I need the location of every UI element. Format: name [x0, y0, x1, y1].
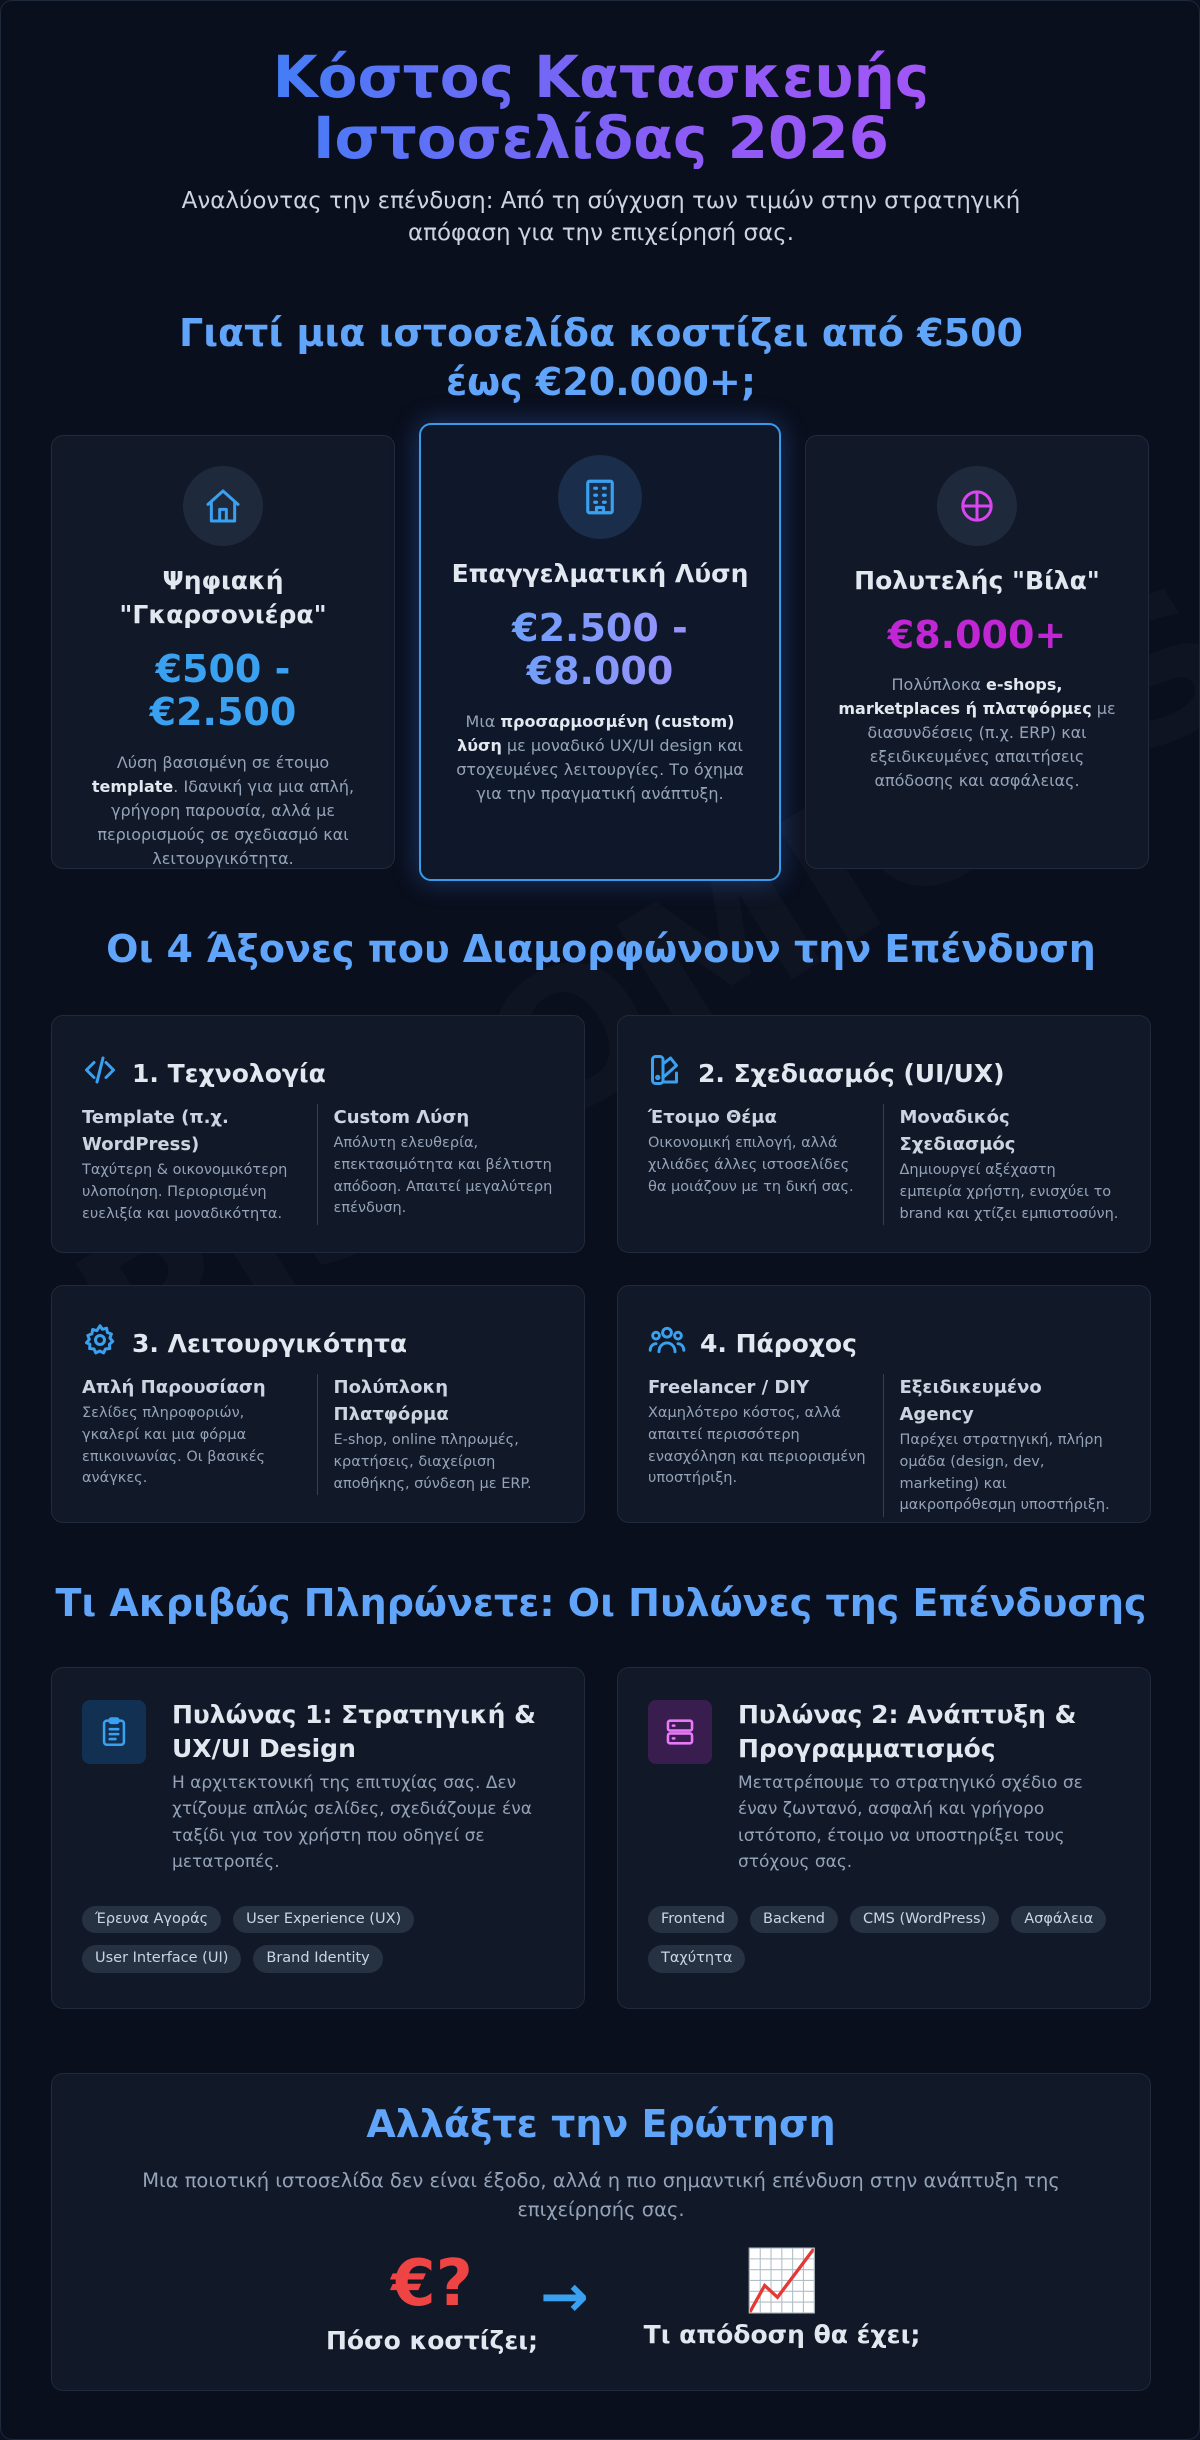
factors-heading: Οι 4 Άξονες που Διαμορφώνουν την Επένδυση: [106, 927, 1096, 971]
option-title: Έτοιμο Θέμα: [648, 1107, 777, 1128]
question-new-text: Τι απόδοση θα έχει;: [643, 2320, 921, 2349]
pillar-text: Η αρχιτεκτονική της επιτυχίας σας. Δεν χτίζουμε απλώς σελίδες, σχεδιάζουμε ένα ταξίδι για τον χρήστη που οδηγεί σε μετατροπές.: [172, 1773, 532, 1873]
option-text: Δημιουργεί αξέχαστη εμπειρία χρήστη, ενισχύει το brand και χτίζει εμπιστοσύνη.: [899, 1162, 1119, 1222]
price-card-luxury: [805, 435, 1149, 869]
code-icon: [82, 1052, 118, 1094]
cta-subtitle: Μια ποιοτική ιστοσελίδα δεν είναι έξοδο, αλλά η πιο σημαντική επένδυση στην ανάπτυξη της επιχείρησής σας.: [142, 2169, 1060, 2222]
question-new: [617, 2248, 947, 2349]
home-icon: [183, 466, 263, 546]
option-title: Απλή Παρουσίαση: [82, 1377, 266, 1398]
option-title: Μοναδικός Σχεδιασμός: [899, 1107, 1016, 1155]
pillar-title: Πυλώνας 1: Στρατηγική & UX/UI Design: [172, 1700, 536, 1763]
tag: Frontend: [648, 1906, 738, 1933]
price-card-title: Πολυτελής "Βίλα": [854, 566, 1100, 595]
tag: User Experience (UX): [233, 1906, 414, 1933]
pillar-card-development: [617, 1667, 1151, 2009]
option-text: Παρέχει στρατηγική, πλήρη ομάδα (design, dev, marketing) και μακροπρόθεσμη υποστήριξη.: [899, 1432, 1110, 1514]
factor-card-technology: [51, 1015, 585, 1253]
factor-title: 2. Σχεδιασμός (UI/UX): [698, 1058, 1005, 1088]
euro-question-icon: €?: [391, 2247, 473, 2321]
tag: Ασφάλεια: [1011, 1906, 1106, 1933]
option-text: Ταχύτερη & οικονομικότερη υλοποίηση. Περιορισμένη ευελιξία και μοναδικότητα.: [82, 1162, 288, 1222]
page-subtitle: Αναλύοντας την επένδυση: Από τη σύγχυση των τιμών στην στρατηγική απόφαση για την επιχείρησή σας.: [181, 187, 1021, 246]
option-text: E-shop, online πληρωμές, κρατήσεις, διαχείριση αποθήκης, σύνδεση με ERP.: [333, 1432, 532, 1492]
gear-icon: [82, 1322, 118, 1364]
factor-card-design: [617, 1015, 1151, 1253]
tag: User Interface (UI): [82, 1945, 241, 1972]
arrow-right-icon: →: [540, 2262, 589, 2330]
price-card-title: Επαγγελματική Λύση: [451, 559, 749, 588]
price-card-basic: [51, 435, 395, 869]
price-range: €500 - €2.500: [149, 646, 297, 735]
design-swatch-icon: [648, 1052, 684, 1094]
pillar-text: Μετατρέπουμε το στρατηγικό σχέδιο σε έναν ζωντανό, ασφαλή και γρήγορο ιστότοπο, έτοιμο να υποστηρίξει τους στόχους σας.: [738, 1773, 1083, 1873]
price-range: €8.000+: [887, 612, 1067, 657]
pillar-tags: [648, 1906, 1120, 1973]
tag: Backend: [750, 1906, 838, 1933]
question-old-text: Πόσο κοστίζει;: [326, 2326, 538, 2355]
option-title: Πολύπλοκη Πλατφόρμα: [333, 1377, 449, 1425]
price-card-title: Ψηφιακή "Γκαρσονιέρα": [119, 566, 327, 629]
factor-title: 4. Πάροχος: [700, 1328, 857, 1358]
factor-title: 1. Τεχνολογία: [132, 1058, 326, 1088]
chart-up-icon: 📈: [744, 2246, 820, 2316]
pillar-tags: [82, 1906, 554, 1973]
tag: CMS (WordPress): [850, 1906, 999, 1933]
server-icon: [648, 1700, 712, 1764]
pillar-card-strategy: [51, 1667, 585, 2009]
option-text: Οικονομική επιλογή, αλλά χιλιάδες άλλες ιστοσελίδες θα μοιάζουν με τη δική σας.: [648, 1135, 854, 1195]
tag: Ταχύτητα: [648, 1945, 745, 1972]
option-title: Εξειδικευμένο Agency: [899, 1377, 1042, 1425]
price-card-desc: Πολύπλοκα e-shops, marketplaces ή πλατφόρμες με διασυνδέσεις (π.χ. ERP) και εξειδικευμένες απαιτήσεις απόδοσης και ασφάλειας.: [838, 675, 1116, 791]
option-title: Template (π.χ. WordPress): [82, 1107, 229, 1155]
option-title: Freelancer / DIY: [648, 1377, 810, 1398]
option-text: Σελίδες πληροφοριών, γκαλερί και μια φόρμα επικοινωνίας. Οι βασικές ανάγκες.: [82, 1405, 266, 1487]
pricing-heading: Γιατί μια ιστοσελίδα κοστίζει από €500 έως €20.000+;: [179, 311, 1023, 405]
tag: Brand Identity: [253, 1945, 382, 1972]
price-card-desc: Λύση βασισμένη σε έτοιμο template. Ιδανική για μια απλή, γρήγορη παρουσία, αλλά με περιορισμούς σε σχεδιασμό και λειτουργικότητα.: [91, 752, 355, 868]
factor-title: 3. Λειτουργικότητα: [132, 1328, 408, 1358]
page-title: Κόστος Κατασκευής Ιστοσελίδας 2026: [221, 47, 981, 169]
factor-card-functionality: [51, 1285, 585, 1523]
option-text: Χαμηλότερο κόστος, αλλά απαιτεί περισσότερη ενασχόληση και περιορισμένη υποστήριξη.: [648, 1405, 866, 1487]
question-old: [302, 2247, 562, 2355]
hero: [1, 43, 1200, 249]
factor-card-provider: [617, 1285, 1151, 1523]
cta-card: [51, 2073, 1151, 2391]
price-range: €2.500 - €8.000: [449, 607, 751, 694]
team-icon: [648, 1322, 686, 1364]
cta-title: Αλλάξτε την Ερώτηση: [366, 2102, 836, 2146]
price-card-desc: Μια προσαρμοσμένη (custom) λύση με μοναδικό UX/UI design και στοχευμένες λειτουργίες. Το όχημα για την πραγματική ανάπτυξη.: [456, 712, 744, 804]
pillar-title: Πυλώνας 2: Ανάπτυξη & Προγραμματισμός: [738, 1700, 1077, 1763]
option-title: Custom Λύση: [333, 1107, 470, 1128]
option-text: Απόλυτη ελευθερία, επεκτασιμότητα και βέλτιστη απόδοση. Απαιτεί μεγαλύτερη επένδυση.: [333, 1135, 553, 1217]
pillars-heading: Τι Ακριβώς Πληρώνετε: Οι Πυλώνες της Επένδυσης: [55, 1581, 1147, 1625]
building-icon: [558, 455, 642, 539]
crosshair-icon: [937, 466, 1017, 546]
price-card-professional: [419, 423, 781, 881]
tag: Έρευνα Αγοράς: [82, 1906, 221, 1933]
clipboard-icon: [82, 1700, 146, 1764]
